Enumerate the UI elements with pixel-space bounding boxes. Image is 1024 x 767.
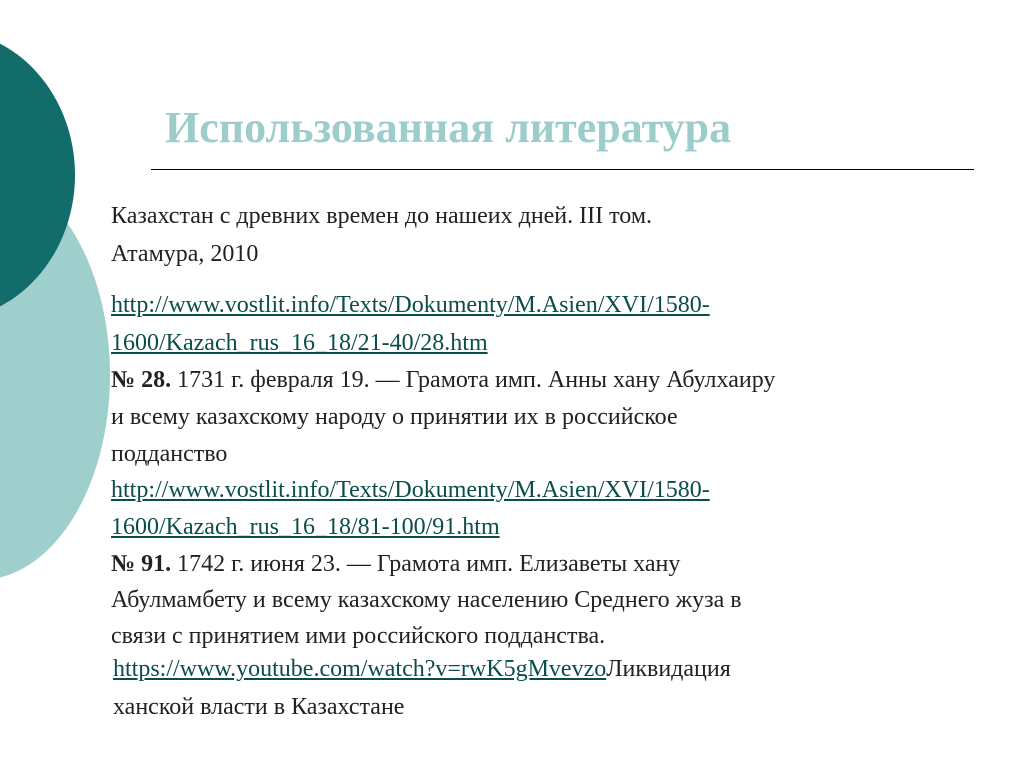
entry-2-link-line-1[interactable] [111, 286, 710, 324]
entry-1-line-2: Атамура, 2010 [111, 241, 259, 267]
entry-2-desc-line-3: подданство [111, 441, 228, 467]
entry-4-line-2: ханской власти в Казахстане [113, 694, 405, 720]
entry-3-link[interactable]: http://www.vostlit.info/Texts/Dokumenty/M.Asien/XVI/1580- [111, 477, 710, 503]
entry-4-link[interactable]: https://www.youtube.com/watch?v=rwK5gMvevzo [113, 656, 607, 682]
entry-2-desc-line-2: и всему казахскому народу о принятии их в российское [111, 404, 678, 430]
entry-2-number: № 28. [111, 367, 172, 393]
entry-3-link-line-1[interactable] [111, 471, 710, 509]
title-divider [151, 169, 974, 170]
entry-3-desc-text: 1742 г. июня 23. — Грамота имп. Елизаветы хану [171, 551, 681, 577]
entry-2-link-line-2[interactable] [111, 324, 488, 362]
entry-3-number: № 91. [111, 551, 172, 577]
entry-1-line-1: Казахстан с древних времен до нашеих дней. III том. [111, 203, 653, 229]
entry-3-desc-line-2: Абулмамбету и всему казахскому населению Среднего жуза в [111, 587, 742, 613]
entry-2-desc-text: 1731 г. февраля 19. — Грамота имп. Анны хану Абулхаиру [171, 367, 776, 393]
entry-3-desc-line-3: связи с принятием ими российского подданства. [111, 623, 606, 649]
entry-3-link-cont[interactable]: 1600/Kazach_rus_16_18/81-100/91.htm [111, 514, 500, 540]
entry-3-desc-line-1 [111, 545, 680, 583]
entry-2-desc-line-1 [111, 361, 775, 399]
entry-4-line-1 [113, 650, 731, 688]
entry-4-text: Ликвидация [606, 656, 731, 682]
entry-2-link-cont[interactable]: 1600/Kazach_rus_16_18/21-40/28.htm [111, 330, 488, 356]
entry-3-link-line-2[interactable] [111, 508, 500, 546]
slide-title: Использованная литература [165, 103, 732, 152]
entry-2-link[interactable]: http://www.vostlit.info/Texts/Dokumenty/M.Asien/XVI/1580- [111, 292, 710, 318]
